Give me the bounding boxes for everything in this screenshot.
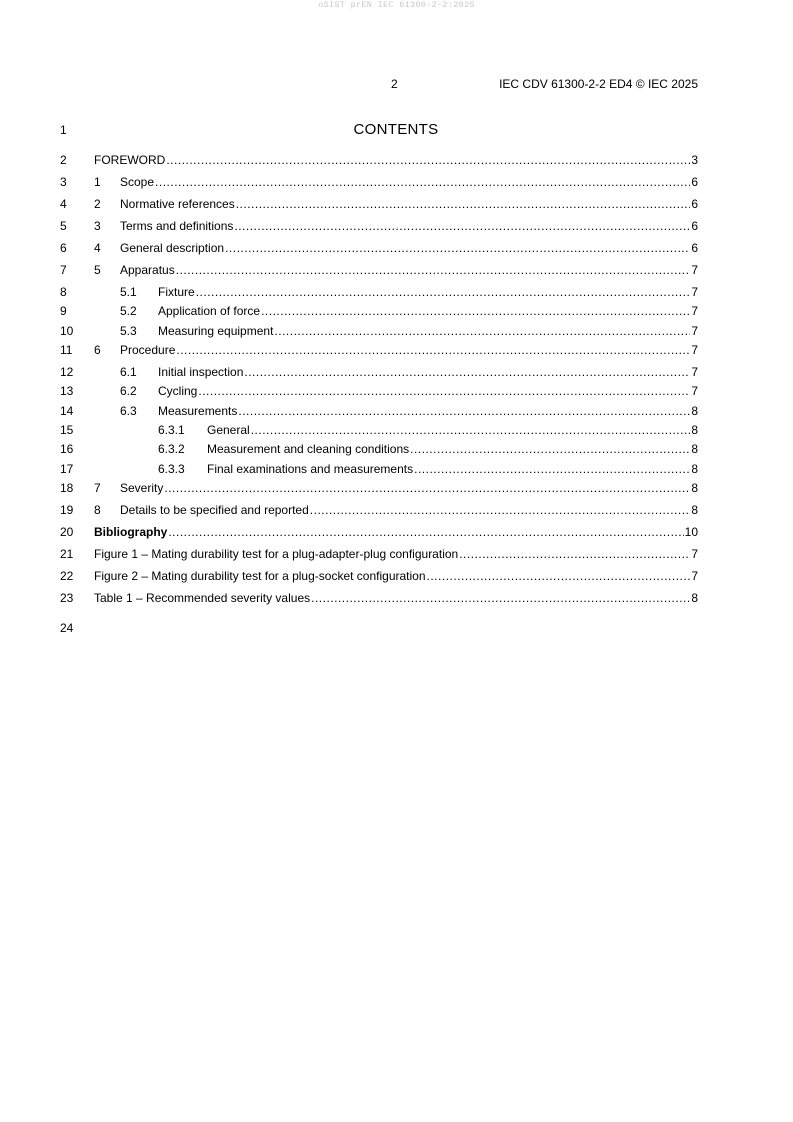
toc-leader-dots (225, 241, 690, 255)
toc-entry-title: Measuring equipment (158, 324, 274, 338)
toc-entry-page: 8 (691, 462, 698, 476)
toc-entry[interactable] (94, 569, 698, 583)
toc-entry[interactable] (94, 343, 698, 357)
toc-entry[interactable] (94, 481, 698, 495)
toc-entry-number: 6.3 (120, 404, 137, 418)
toc-entry[interactable] (120, 384, 698, 398)
toc-entry-number: 6 (94, 343, 101, 357)
toc-entry-number: 5.1 (120, 285, 137, 299)
toc-leader-dots (198, 384, 690, 398)
line-number: 4 (60, 197, 67, 211)
toc-entry-title: Initial inspection (158, 365, 244, 379)
line-number: 20 (60, 525, 74, 539)
toc-entry-title: General (207, 423, 250, 437)
toc-leader-dots (427, 569, 691, 583)
toc-entry-page: 7 (691, 547, 698, 561)
toc-entry-page: 7 (691, 343, 698, 357)
toc-entry-title: Figure 1 – Mating durability test for a plug-adapter-plug configuration (94, 547, 459, 561)
line-number: 18 (60, 481, 74, 495)
line-number: 17 (60, 462, 74, 476)
line-number: 10 (60, 324, 74, 338)
toc-leader-dots (238, 404, 690, 418)
header-document-reference: IEC CDV 61300-2-2 ED4 © IEC 2025 (499, 77, 698, 91)
toc-entry-title: Normative references (120, 197, 235, 211)
toc-entry-page: 8 (691, 442, 698, 456)
toc-entry-number: 6.1 (120, 365, 137, 379)
line-number: 6 (60, 241, 67, 255)
line-number: 15 (60, 423, 74, 437)
toc-entry-page: 7 (691, 365, 698, 379)
toc-entry-number: 6.3.3 (158, 462, 185, 476)
toc-leader-dots (410, 442, 690, 456)
line-number: 7 (60, 263, 67, 277)
toc-entry[interactable] (120, 304, 698, 318)
line-number: 2 (60, 153, 67, 167)
toc-entry-page: 6 (691, 219, 698, 233)
toc-leader-dots (234, 219, 690, 233)
line-number: 9 (60, 304, 67, 318)
toc-leader-dots (164, 481, 690, 495)
line-number: 13 (60, 384, 74, 398)
toc-leader-dots (274, 324, 690, 338)
toc-entry-number: 6.3.1 (158, 423, 185, 437)
toc-leader-dots (414, 462, 690, 476)
toc-entry-number: 7 (94, 481, 101, 495)
toc-entry-title: Measurement and cleaning conditions (207, 442, 410, 456)
toc-entry[interactable] (120, 404, 698, 418)
toc-entry[interactable] (158, 442, 698, 456)
toc-leader-dots (155, 175, 690, 189)
toc-entry-title: Severity (120, 481, 164, 495)
toc-leader-dots (311, 591, 690, 605)
toc-entry-page: 8 (691, 404, 698, 418)
toc-entry-number: 8 (94, 503, 101, 517)
line-number: 14 (60, 404, 74, 418)
line-number: 8 (60, 285, 67, 299)
line-number: 1 (60, 123, 67, 137)
toc-entry-title: General description (120, 241, 225, 255)
toc-entry[interactable] (94, 241, 698, 255)
toc-entry-number: 6.3.2 (158, 442, 185, 456)
toc-leader-dots (310, 503, 691, 517)
toc-entry-number: 6.2 (120, 384, 137, 398)
toc-leader-dots (236, 197, 691, 211)
toc-entry[interactable] (158, 423, 698, 437)
toc-entry-title: Details to be specified and reported (120, 503, 309, 517)
toc-entry-page: 10 (684, 525, 698, 539)
toc-entry-page: 6 (691, 241, 698, 255)
toc-entry-number: 5.3 (120, 324, 137, 338)
toc-leader-dots (244, 365, 690, 379)
toc-entry-number: 2 (94, 197, 101, 211)
toc-leader-dots (176, 263, 691, 277)
toc-entry[interactable] (120, 324, 698, 338)
line-number: 19 (60, 503, 74, 517)
toc-leader-dots (166, 153, 690, 167)
toc-entry-page: 7 (691, 324, 698, 338)
header-page-number: 2 (391, 77, 398, 91)
contents-title: CONTENTS (353, 121, 439, 138)
line-number: 5 (60, 219, 67, 233)
toc-entry[interactable] (94, 197, 698, 211)
line-number: 11 (60, 343, 73, 357)
toc-entry-title: Procedure (120, 343, 176, 357)
toc-leader-dots (176, 343, 690, 357)
toc-entry[interactable] (94, 175, 698, 189)
toc-entry-number: 1 (94, 175, 101, 189)
toc-entry-page: 8 (691, 591, 698, 605)
watermark: oSIST prEN IEC 61300-2-2:2025 (318, 0, 475, 10)
toc-entry-page: 7 (691, 263, 698, 277)
toc-entry[interactable] (120, 365, 698, 379)
toc-entry-page: 6 (691, 197, 698, 211)
toc-entry-number: 5.2 (120, 304, 137, 318)
toc-entry[interactable] (94, 525, 698, 539)
toc-entry-title: Cycling (158, 384, 198, 398)
toc-entry-page: 8 (691, 503, 698, 517)
toc-entry-title: Fixture (158, 285, 195, 299)
toc-entry[interactable] (94, 153, 698, 167)
toc-entry[interactable] (94, 263, 698, 277)
line-number: 21 (60, 547, 74, 561)
toc-entry-title: Application of force (158, 304, 261, 318)
toc-entry-number: 3 (94, 219, 101, 233)
toc-leader-dots (168, 525, 683, 539)
toc-leader-dots (196, 285, 691, 299)
toc-entry[interactable] (94, 547, 698, 561)
toc-entry-title: Apparatus (120, 263, 175, 277)
toc-entry-title: Scope (120, 175, 155, 189)
line-number: 16 (60, 442, 74, 456)
toc-entry[interactable] (94, 219, 698, 233)
toc-entry-title: Final examinations and measurements (207, 462, 414, 476)
toc-entry-title: Terms and definitions (120, 219, 234, 233)
line-number: 23 (60, 591, 74, 605)
toc-entry[interactable] (94, 591, 698, 605)
toc-entry-page: 6 (691, 175, 698, 189)
toc-leader-dots (459, 547, 690, 561)
toc-entry-title: Figure 2 – Mating durability test for a plug-socket configuration (94, 569, 426, 583)
toc-entry-page: 7 (691, 569, 698, 583)
toc-entry[interactable] (158, 462, 698, 476)
toc-entry[interactable] (120, 285, 698, 299)
toc-entry-title: Table 1 – Recommended severity values (94, 591, 311, 605)
toc-entry-number: 5 (94, 263, 101, 277)
toc-entry-page: 8 (691, 423, 698, 437)
line-number: 12 (60, 365, 74, 379)
toc-entry-page: 7 (691, 285, 698, 299)
toc-entry-page: 3 (691, 153, 698, 167)
line-number: 22 (60, 569, 74, 583)
toc-entry-title: FOREWORD (94, 153, 166, 167)
toc-entry-title: Measurements (158, 404, 238, 418)
toc-entry-page: 7 (691, 304, 698, 318)
toc-entry-title: Bibliography (94, 525, 168, 539)
line-number: 3 (60, 175, 67, 189)
toc-leader-dots (251, 423, 691, 437)
toc-entry[interactable] (94, 503, 698, 517)
toc-entry-page: 7 (691, 384, 698, 398)
toc-leader-dots (261, 304, 690, 318)
toc-entry-number: 4 (94, 241, 101, 255)
toc-entry-page: 8 (691, 481, 698, 495)
line-number: 24 (60, 621, 74, 635)
